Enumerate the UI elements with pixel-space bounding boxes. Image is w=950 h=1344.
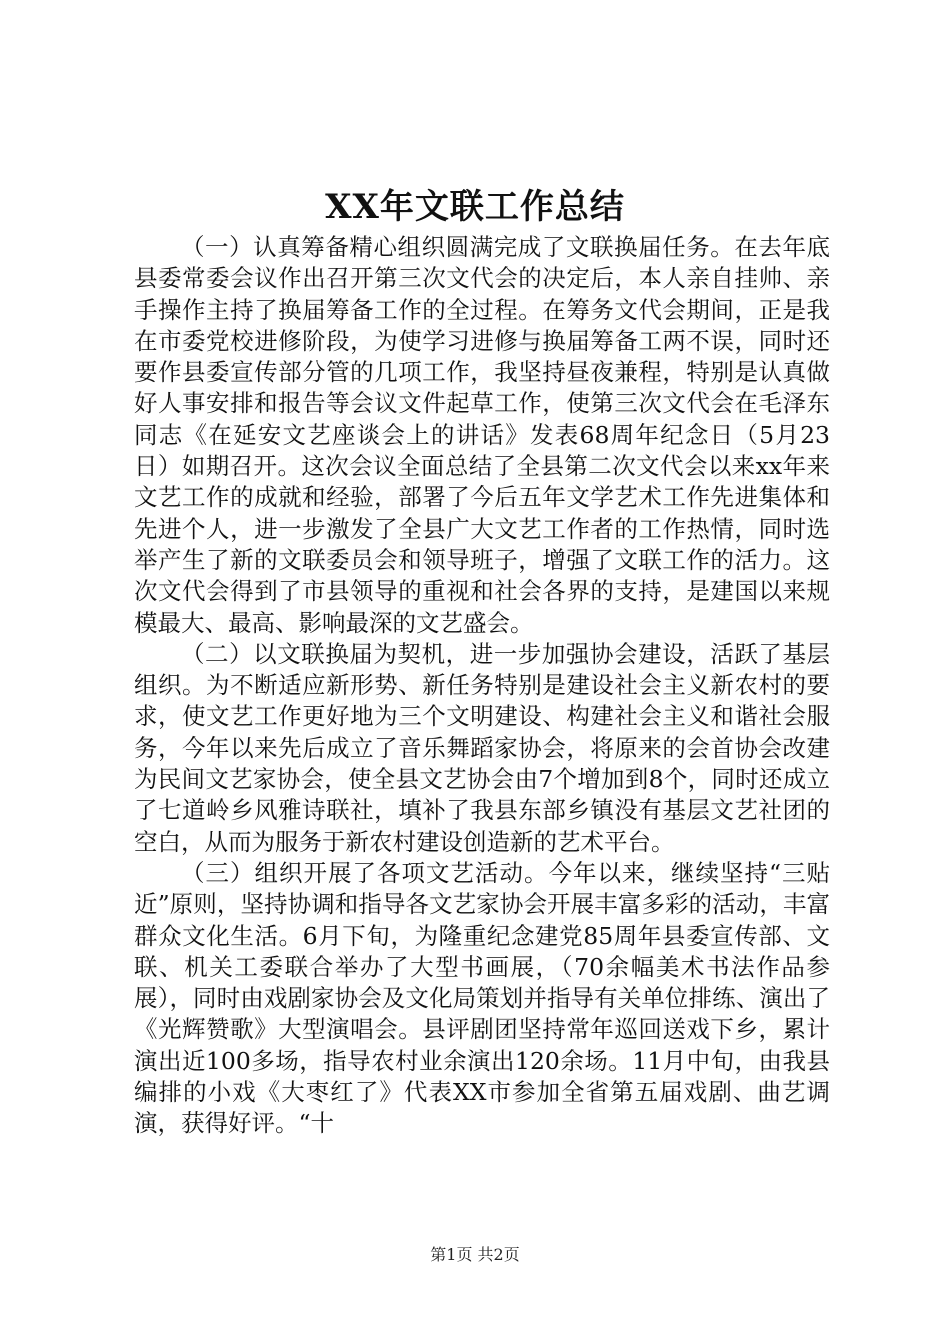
document-body <box>134 232 830 1140</box>
paragraph-1: （一）认真筹备精心组织圆满完成了文联换届任务。在去年底县委常委会议作出召开第三次文代会的决定后，本人亲自挂帅、亲手操作主持了换届筹备工作的全过程。在筹务文代会期间，正是我在市委党校进修阶段，为使学习进修与换届筹备工两不误，同时还要作县委宣传部分管的几项工作，我坚持昼夜兼程，特别是认真做好人事安排和报告等会议文件起草工作，使第三次文代会在毛泽东同志《在延安文艺座谈会上的讲话》发表68周年纪念日（5月23日）如期召开。这次会议全面总结了全县第二次文代会以来xx年来文艺工作的成就和经验，部署了今后五年文学艺术工作先进集体和先进个人，进一步激发了全县广大文艺工作者的工作热情，同时选举产生了新的文联委员会和领导班子，增强了文联工作的活力。这次文代会得到了市县领导的重视和社会各界的支持，是建国以来规模最大、最高、影响最深的文艺盛会。 <box>134 233 830 637</box>
paragraph-2: （二）以文联换届为契机，进一步加强协会建设，活跃了基层组织。为不断适应新形势、新任务特别是建设社会主义新农村的要求，使文艺工作更好地为三个文明建设、构建社会主义和谐社会服务，今年以来先后成立了音乐舞蹈家协会，将原来的会首协会改建为民间文艺家协会，使全县文艺协会由7个增加到8个，同时还成立了七道岭乡风雅诗联社，填补了我县东部乡镇没有基层文艺社团的空白，从而为服务于新农村建设创造新的艺术平台。 <box>134 639 830 856</box>
page-number-footer: 第1页 共2页 <box>430 1245 520 1264</box>
paragraph-3: （三）组织开展了各项文艺活动。今年以来，继续坚持“三贴近”原则，坚持协调和指导各文艺家协会开展丰富多彩的活动，丰富群众文化生活。6月下旬，为隆重纪念建党85周年县委宣传部、文联、机关工委联合举办了大型书画展，（70余幅美术书法作品参展），同时由戏剧家协会及文化局策划并指导有关单位排练、演出了《光辉赞歌》大型演唱会。县评剧团坚持常年巡回送戏下乡，累计演出近100多场，指导农村业余演出120余场。11月中旬，由我县编排的小戏《大枣红了》代表XX市参加全省第五届戏剧、曲艺调演，获得好评。“十 <box>134 858 830 1138</box>
document-title: XX年文联工作总结 <box>325 187 625 227</box>
